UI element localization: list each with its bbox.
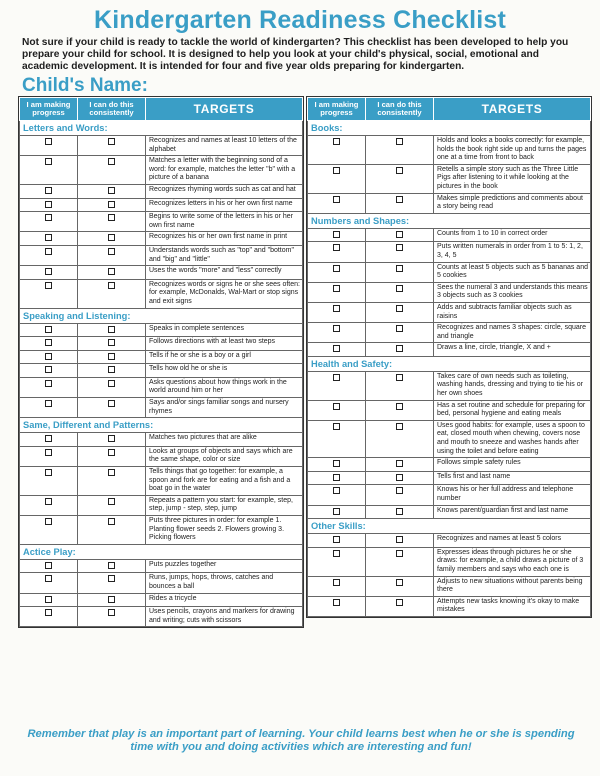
target-text: Puts three pictures in order: for example 1. Planting flower seeds 2. Flowers growing 3. Picking flowers [146,516,303,545]
child-name-label: Child's Name: [22,75,148,96]
target-text: Runs, jumps, hops, throws, catches and bounces a ball [146,573,303,593]
consistent-checkbox-cell [366,371,434,400]
target-text: Recognizes his or her own first name in print [146,232,303,246]
checklist-row [20,266,303,280]
consistent-checkbox-cell [78,377,146,397]
checklist-row [308,343,591,357]
consistent-checkbox-cell [78,433,146,447]
progress-checkbox[interactable] [45,435,52,442]
progress-checkbox[interactable] [45,138,52,145]
consistent-checkbox-cell [78,559,146,573]
progress-checkbox-cell [308,485,366,505]
checklist-row [20,377,303,397]
progress-checkbox-cell [20,607,78,627]
consistent-checkbox[interactable] [108,498,115,505]
consistent-checkbox[interactable] [396,460,403,467]
consistent-checkbox[interactable] [108,214,115,221]
consistent-checkbox[interactable] [108,469,115,476]
consistent-checkbox-cell [78,323,146,337]
progress-checkbox[interactable] [333,196,340,203]
progress-checkbox[interactable] [333,474,340,481]
target-text: Knows his or her full address and telephone number [434,485,591,505]
progress-checkbox[interactable] [333,460,340,467]
progress-checkbox[interactable] [333,345,340,352]
checklist-row [20,212,303,232]
target-text: Uses good habits: for example, uses a spoon to eat, closed mouth when chewing, covers nose and mouth to sneeze and washes hands after using the toilet and before eating [434,420,591,457]
section-title: Books: [308,121,591,136]
progress-checkbox[interactable] [45,282,52,289]
target-text: Draws a line, circle, triangle, X and + [434,343,591,357]
section-title: Actice Play: [20,544,303,559]
progress-checkbox-cell [20,212,78,232]
checklist-row [308,282,591,302]
consistent-checkbox-cell [366,228,434,242]
consistent-checkbox[interactable] [396,305,403,312]
consistent-checkbox[interactable] [396,167,403,174]
consistent-checkbox-cell [366,576,434,596]
target-text: Adds and subtracts familiar objects such as raisins [434,302,591,322]
checklist-row [20,156,303,185]
header-consistent: I can do this consistently [78,98,146,121]
progress-checkbox-cell [20,198,78,212]
consistent-checkbox-cell [366,596,434,616]
checklist-row [20,232,303,246]
consistent-checkbox[interactable] [108,234,115,241]
checklist-row [308,228,591,242]
progress-checkbox-cell [20,467,78,496]
target-text: Speaks in complete sentences [146,323,303,337]
checklist-row [20,593,303,607]
target-text: Matches a letter with the beginning sond of a word: for example, matches the letter "b" with a picture of a banana [146,156,303,185]
header-progress: I am making progress [308,98,366,121]
target-text: Makes simple predictions and comments about a story being read [434,193,591,213]
target-text: Understands words such as "top" and "bottom" and "big" and "little" [146,245,303,265]
consistent-checkbox[interactable] [396,579,403,586]
progress-checkbox[interactable] [333,285,340,292]
progress-checkbox[interactable] [45,234,52,241]
checklist-row [308,458,591,472]
consistent-checkbox[interactable] [108,353,115,360]
progress-checkbox[interactable] [333,508,340,515]
consistent-checkbox[interactable] [396,474,403,481]
progress-checkbox-cell [20,232,78,246]
progress-checkbox-cell [20,279,78,308]
progress-checkbox[interactable] [45,400,52,407]
progress-checkbox-cell [20,593,78,607]
checklist-row [308,262,591,282]
consistent-checkbox-cell [366,136,434,165]
progress-checkbox[interactable] [333,487,340,494]
progress-checkbox-cell [308,371,366,400]
consistent-checkbox-cell [78,184,146,198]
checklist-row [308,164,591,193]
consistent-checkbox[interactable] [108,380,115,387]
progress-checkbox-cell [308,242,366,262]
consistent-checkbox-cell [366,420,434,457]
consistent-checkbox-cell [366,242,434,262]
footer-note: Remember that play is an important part of learning. Your child learns best when he or she is spending time with you and doing activities which are interesting and fun! [27,728,575,753]
progress-checkbox-cell [308,323,366,343]
progress-checkbox[interactable] [333,403,340,410]
target-text: Recognizes and names 3 shapes: circle, square and triangle [434,323,591,343]
consistent-checkbox[interactable] [396,196,403,203]
progress-checkbox-cell [308,505,366,519]
consistent-checkbox-cell [366,302,434,322]
consistent-checkbox[interactable] [396,403,403,410]
progress-checkbox[interactable] [45,380,52,387]
progress-checkbox[interactable] [333,550,340,557]
consistent-checkbox[interactable] [396,536,403,543]
target-text: Knows parent/guardian first and last name [434,505,591,519]
consistent-checkbox[interactable] [396,138,403,145]
checklist-row [308,420,591,457]
consistent-checkbox[interactable] [108,326,115,333]
checklist-row [20,433,303,447]
consistent-checkbox-cell [78,364,146,378]
progress-checkbox-cell [20,245,78,265]
target-text: Follows directions with at least two steps [146,337,303,351]
consistent-checkbox[interactable] [108,339,115,346]
consistent-checkbox-cell [78,266,146,280]
target-text: Rides a tricycle [146,593,303,607]
consistent-checkbox[interactable] [108,435,115,442]
checklist-row [20,516,303,545]
progress-checkbox-cell [308,471,366,485]
progress-checkbox[interactable] [333,374,340,381]
header-consistent: I can do this consistently [366,98,434,121]
checklist-row [308,596,591,616]
section-title: Numbers and Shapes: [308,213,591,228]
progress-checkbox-cell [308,282,366,302]
target-text: Counts at least 5 objects such as 5 bananas and 5 cookies [434,262,591,282]
consistent-checkbox-cell [366,471,434,485]
progress-checkbox-cell [308,302,366,322]
target-text: Recognizes and names at least 10 letters of the alphabet [146,136,303,156]
progress-checkbox[interactable] [45,449,52,456]
progress-checkbox-cell [308,576,366,596]
consistent-checkbox-cell [78,136,146,156]
consistent-checkbox-cell [78,198,146,212]
progress-checkbox[interactable] [333,599,340,606]
consistent-checkbox[interactable] [108,518,115,525]
target-text: Tells first and last name [434,471,591,485]
consistent-checkbox-cell [366,458,434,472]
consistent-checkbox[interactable] [396,374,403,381]
progress-checkbox[interactable] [45,469,52,476]
progress-checkbox-cell [20,446,78,466]
target-text: Recognizes rhyming words such as cat and hat [146,184,303,198]
consistent-checkbox-cell [78,350,146,364]
target-text: Tells things that go together: for example, a spoon and fork are for eating and a fish and a boat go in the water [146,467,303,496]
checklist-row [20,198,303,212]
consistent-checkbox[interactable] [396,550,403,557]
section-title: Letters and Words: [20,121,303,136]
consistent-checkbox-cell [366,343,434,357]
progress-checkbox[interactable] [45,562,52,569]
progress-checkbox-cell [308,136,366,165]
section-title: Health and Safety: [308,356,591,371]
target-text: Counts from 1 to 10 in correct order [434,228,591,242]
consistent-checkbox[interactable] [108,575,115,582]
checklist-row [308,323,591,343]
progress-checkbox[interactable] [45,214,52,221]
consistent-checkbox-cell [366,505,434,519]
target-text: Uses the words "more" and "less" correctly [146,266,303,280]
progress-checkbox-cell [20,495,78,515]
consistent-checkbox-cell [78,446,146,466]
target-text: Begins to write some of the letters in his or her own first name [146,212,303,232]
consistent-checkbox-cell [78,279,146,308]
consistent-checkbox[interactable] [108,248,115,255]
consistent-checkbox-cell [366,164,434,193]
checklist-row [20,184,303,198]
progress-checkbox-cell [308,193,366,213]
header-targets: TARGETS [146,98,303,121]
consistent-checkbox[interactable] [108,268,115,275]
consistent-checkbox[interactable] [108,400,115,407]
checklist-row [20,323,303,337]
progress-checkbox[interactable] [333,265,340,272]
header-progress: I am making progress [20,98,78,121]
progress-checkbox[interactable] [45,575,52,582]
progress-checkbox[interactable] [333,305,340,312]
consistent-checkbox-cell [78,495,146,515]
target-text: Puts puzzles together [146,559,303,573]
target-text: Says and/or sings familiar songs and nursery rhymes [146,398,303,418]
checklist-row [20,446,303,466]
progress-checkbox-cell [308,343,366,357]
checklist-row [20,245,303,265]
consistent-checkbox-cell [78,516,146,545]
target-text: Asks questions about how things work in the world around him or her [146,377,303,397]
left-checklist [18,96,304,628]
progress-checkbox-cell [20,350,78,364]
target-text: Follows simple safety rules [434,458,591,472]
progress-checkbox-cell [20,184,78,198]
progress-checkbox[interactable] [45,366,52,373]
consistent-checkbox[interactable] [108,596,115,603]
checklist-row [20,607,303,627]
target-text: Recognizes letters in his or her own first name [146,198,303,212]
consistent-checkbox-cell [366,323,434,343]
target-text: Adjusts to new situations without parents being there [434,576,591,596]
target-text: Recognizes and names at least 5 colors [434,534,591,548]
checklist-row [308,485,591,505]
consistent-checkbox[interactable] [396,265,403,272]
consistent-checkbox[interactable] [396,325,403,332]
progress-checkbox-cell [20,364,78,378]
progress-checkbox-cell [308,262,366,282]
consistent-checkbox[interactable] [108,609,115,616]
consistent-checkbox[interactable] [108,138,115,145]
target-text: Takes care of own needs such as toileting, washing hands, dressing and trying to tie his or her own shoes [434,371,591,400]
checklist-row [20,559,303,573]
progress-checkbox[interactable] [45,268,52,275]
progress-checkbox-cell [308,596,366,616]
checklist-row [20,573,303,593]
section-title: Same, Different and Patterns: [20,418,303,433]
consistent-checkbox-cell [366,262,434,282]
progress-checkbox[interactable] [333,423,340,430]
intro-text: Not sure if your child is ready to tackle the world of kindergarten? This checklist has been developed to help you prepare your child for school. It is designed to help you look at your child's physical, social, emotional and academic development. It is intended for four and five year olds preparing for kindergarten. [22,37,569,72]
consistent-checkbox-cell [78,467,146,496]
progress-checkbox-cell [308,547,366,576]
checklist-row [20,364,303,378]
consistent-checkbox[interactable] [396,345,403,352]
section-title: Other Skills: [308,519,591,534]
progress-checkbox[interactable] [45,158,52,165]
target-text: Attempts new tasks knowing it's okay to make mistakes [434,596,591,616]
checklist-row [20,350,303,364]
checklist-row [20,337,303,351]
checklist-row [308,400,591,420]
consistent-checkbox-cell [366,547,434,576]
target-text: Looks at groups of objects and says which are the same shape, color or size [146,446,303,466]
checklist-row [308,242,591,262]
consistent-checkbox[interactable] [396,487,403,494]
progress-checkbox[interactable] [333,167,340,174]
progress-checkbox[interactable] [45,498,52,505]
target-text: Sees the numeral 3 and understands this means 3 objects such as 3 cookies [434,282,591,302]
progress-checkbox-cell [20,377,78,397]
progress-checkbox[interactable] [45,248,52,255]
checklist-row [20,398,303,418]
checklist-row [20,495,303,515]
consistent-checkbox-cell [78,212,146,232]
progress-checkbox[interactable] [45,609,52,616]
progress-checkbox[interactable] [45,353,52,360]
target-text: Expresses ideas through pictures he or she draws: for example, a child draws a picture of 3 family members and says who each one is [434,547,591,576]
progress-checkbox[interactable] [45,187,52,194]
progress-checkbox[interactable] [45,339,52,346]
progress-checkbox[interactable] [45,201,52,208]
consistent-checkbox[interactable] [108,187,115,194]
target-text: Repeats a pattern you start: for example, step, step, jump - step, step, jump [146,495,303,515]
consistent-checkbox-cell [78,573,146,593]
progress-checkbox-cell [20,433,78,447]
progress-checkbox-cell [308,164,366,193]
consistent-checkbox-cell [78,607,146,627]
checklist-row [308,505,591,519]
consistent-checkbox[interactable] [108,449,115,456]
progress-checkbox[interactable] [333,579,340,586]
target-text: Tells if he or she is a boy or a girl [146,350,303,364]
target-text: Matches two pictures that are alike [146,433,303,447]
consistent-checkbox-cell [78,245,146,265]
progress-checkbox[interactable] [45,596,52,603]
progress-checkbox-cell [20,573,78,593]
checklist-row [308,547,591,576]
checklist-row [308,534,591,548]
progress-checkbox-cell [308,400,366,420]
checklist-row [308,136,591,165]
progress-checkbox-cell [20,559,78,573]
target-text: Tells how old he or she is [146,364,303,378]
progress-checkbox-cell [20,136,78,156]
consistent-checkbox-cell [78,337,146,351]
consistent-checkbox-cell [366,193,434,213]
progress-checkbox-cell [20,516,78,545]
consistent-checkbox-cell [78,398,146,418]
progress-checkbox-cell [308,420,366,457]
consistent-checkbox[interactable] [108,201,115,208]
consistent-checkbox[interactable] [108,562,115,569]
consistent-checkbox-cell [78,156,146,185]
progress-checkbox-cell [308,228,366,242]
consistent-checkbox-cell [78,593,146,607]
checklist-row [308,302,591,322]
consistent-checkbox[interactable] [108,282,115,289]
consistent-checkbox[interactable] [396,285,403,292]
target-text: Holds and looks a books correctly: for example, holds the book right side up and turns the pages one at a time from front to back [434,136,591,165]
consistent-checkbox-cell [366,400,434,420]
progress-checkbox-cell [308,458,366,472]
target-text: Has a set routine and schedule for preparing for bed, personal hygiene and eating meals [434,400,591,420]
header-targets: TARGETS [434,98,591,121]
checklist-row [20,467,303,496]
consistent-checkbox[interactable] [108,158,115,165]
section-title: Speaking and Listening: [20,308,303,323]
page-title: Kindergarten Readiness Checklist [93,6,507,34]
target-text: Puts written numerals in order from 1 to 5: 1, 2, 3, 4, 5 [434,242,591,262]
checklist-row [308,193,591,213]
right-checklist [306,96,592,618]
progress-checkbox-cell [20,156,78,185]
checklist-row [20,279,303,308]
progress-checkbox[interactable] [333,325,340,332]
checklist-row [308,371,591,400]
target-text: Uses pencils, crayons and markers for drawing and writing; cuts with scissors [146,607,303,627]
consistent-checkbox[interactable] [396,423,403,430]
progress-checkbox[interactable] [45,518,52,525]
consistent-checkbox[interactable] [396,508,403,515]
consistent-checkbox-cell [366,282,434,302]
progress-checkbox-cell [308,534,366,548]
consistent-checkbox[interactable] [108,366,115,373]
progress-checkbox[interactable] [333,231,340,238]
progress-checkbox-cell [20,323,78,337]
consistent-checkbox-cell [366,485,434,505]
target-text: Retells a simple story such as the Three Little Pigs after listening to it while looking at the pictures in the book [434,164,591,193]
consistent-checkbox-cell [366,534,434,548]
consistent-checkbox[interactable] [396,244,403,251]
progress-checkbox[interactable] [333,138,340,145]
progress-checkbox-cell [20,398,78,418]
consistent-checkbox[interactable] [396,599,403,606]
checklist-row [308,576,591,596]
target-text: Recognizes words or signs he or she sees often: for example, McDonalds, Wal-Mart or stop signs and exit signs [146,279,303,308]
progress-checkbox-cell [20,266,78,280]
checklist-row [20,136,303,156]
progress-checkbox[interactable] [333,536,340,543]
progress-checkbox[interactable] [333,244,340,251]
consistent-checkbox[interactable] [396,231,403,238]
progress-checkbox[interactable] [45,326,52,333]
checklist-row [308,471,591,485]
progress-checkbox-cell [20,337,78,351]
consistent-checkbox-cell [78,232,146,246]
